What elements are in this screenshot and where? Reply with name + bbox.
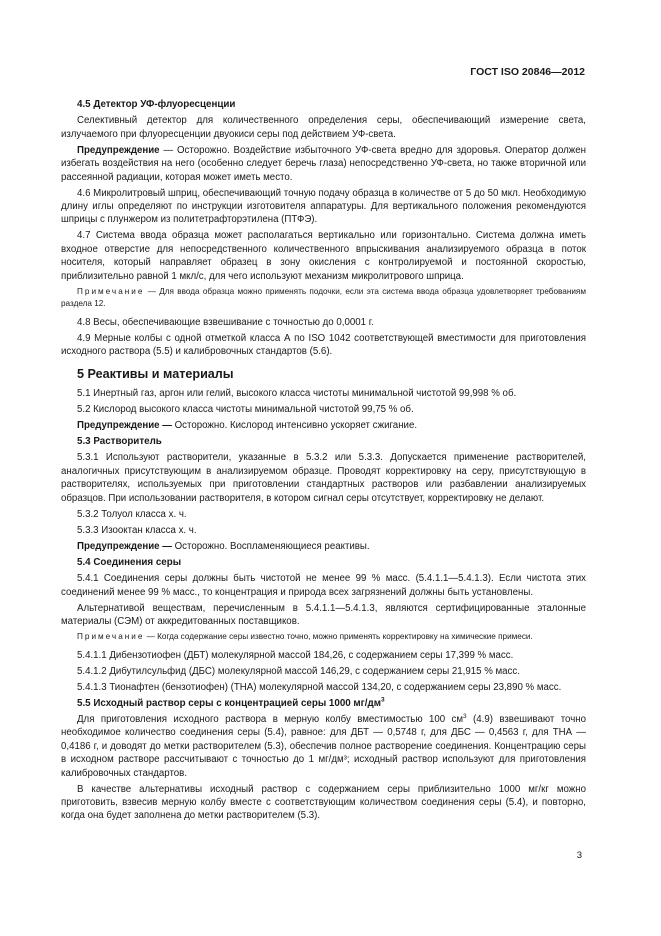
paragraph-5-2: 5.2 Кислород высокого класса чистоты минимальной чистотой 99,75 % об.: [77, 404, 414, 416]
heading-5-5-sup: 3: [380, 696, 385, 704]
paragraph-5-3-3: 5.3.3 Изооктан класса х. ч.: [77, 524, 197, 536]
warning-label: Предупреждение —: [77, 420, 172, 432]
paragraph-5-5-1a: Для приготовления исходного раствора в мерную колбу вместимостью 100 см: [77, 713, 464, 725]
paragraph-4-6: 4.6 Микролитровый шприц, обеспечивающий точную подачу образца в количестве от 5 до 50 мкл. Необходимую длину иглы определяют по инструкции изготовителя аппаратуры. Для вертикального положения рекомендуются шприцы с плунжером из политетрафторэтилена (ПТФЭ).: [61, 187, 586, 226]
paragraph-5-4-1-2: 5.4.1.2 Дибутилсульфид (ДБС) молекулярной массой 146,29, с содержанием серы 21,915 % масс.: [77, 665, 520, 677]
warning-5-3: [61, 540, 586, 553]
paragraph-5-1: 5.1 Инертный газ, аргон или гелий, высокого класса чистоты минимальной чистотой 99,998 % об.: [77, 388, 517, 400]
paragraph-4-9: 4.9 Мерные колбы с одной отметкой класса А по ISO 1042 соответствующей вместимости для приготовления исходного раствора (5.5) и калибровочных стандартов (5.6).: [61, 332, 586, 358]
note-text: — Для ввода образца можно применять подочки, если эта система ввода образца удовлетворяет требованиям раздела 12.: [61, 286, 586, 309]
warning-text: Осторожно. Воспламеняющиеся реактивы.: [171, 540, 370, 552]
heading-4-5: 4.5 Детектор УФ-флуоресценции: [77, 99, 236, 110]
heading-5-5-text: 5.5 Исходный раствор серы с концентрацией серы 1000 мг/дм: [77, 697, 381, 709]
page-number: 3: [576, 850, 582, 861]
note-label: Примечание: [77, 286, 145, 296]
warning-label: Предупреждение: [77, 144, 160, 156]
note-text: — Когда содержание серы известно точно, можно применять корректировку на химические примеси.: [144, 631, 533, 641]
paragraph-5-4-1-3: 5.4.1.3 Тионафтен (бензотиофен) (ТНА) молекулярной массой 134,20, с содержанием серы 23,890 % масс.: [77, 681, 562, 693]
warning-text: Осторожно. Кислород интенсивно ускоряет сжигание.: [171, 420, 418, 432]
paragraph-5-4-1-1: 5.4.1.1 Дибензотиофен (ДБТ) молекулярной массой 184,26, с содержанием серы 17,399 % масс.: [77, 649, 514, 661]
heading-section-5: 5 Реактивы и материалы: [77, 366, 234, 381]
heading-5-5: [77, 697, 586, 710]
paragraph-4-8: 4.8 Весы, обеспечивающие взвешивание с точностью до 0,0001 г.: [77, 316, 374, 328]
paragraph-5-5-1b: (4.9) взвешивают точно необходимое количество соединения серы (5.4), равное: для ДБТ — 0,5748 г, для ДБС — 0,4563 г, для ТНА — 0,4186 г, и доводят до метки растворителем (5.3), обеспечив полное растворение соединения. Концентрацию серы в исходном растворе рассчитывают с точностью до 1 мг/дм³; исходный раствор используют для приготовления калибровочных стандартов.: [61, 713, 586, 779]
paragraph-5-5-sup: 3: [463, 712, 467, 720]
paragraph-4-7: 4.7 Система ввода образца может располагаться вертикально или горизонтально. Система должна иметь входное отверстие для непосредственного количественного впрыскивания анализируемого образца в поток носителя, который направляет образец в зону окисления с контролируемой и постоянной скоростью, приблизительно равной 1 мкл/с, для чего используют механизм микролитрового шприца.: [61, 230, 586, 282]
paragraph-5-5-2: В качестве альтернативы исходный раствор с содержанием серы приблизительно 1000 мг/кг можно приготовить, взвесив мерную колбу вместе с соответствующим количеством соединения серы (5.4), и повторно, когда она будет заполнена до метки растворителем (5.3).: [61, 783, 586, 822]
paragraph-5-3-1: 5.3.1 Используют растворители, указанные в 5.3.2 или 5.3.3. Допускается применение растворителей, аналогичных присутствующим в анализируемом образце. Проводят корректировку на серу, присутствующую в растворителях, используемых при приготовлении стандартных растворов или разбавлении анализируемых образцов. При использовании растворителя, в котором сигнал серы отсутствует, корректировку не делают.: [61, 452, 586, 504]
heading-5-4: 5.4 Соединения серы: [77, 556, 182, 568]
heading-5-3: 5.3 Растворитель: [77, 436, 162, 448]
note-4-7: [61, 286, 586, 311]
warning-label: Предупреждение —: [77, 540, 172, 552]
document-header: ГОСТ ISO 20846—2012: [470, 66, 585, 78]
document-body: [61, 96, 586, 825]
paragraph-5-3-2: 5.3.2 Толуол класса х. ч.: [77, 508, 187, 520]
warning-text: — Осторожно. Воздействие избыточного УФ-света вредно для здоровья. Оператор должен избегать воздействия на него (особенно следует беречь глаза) непосредственно УФ-света, но также вторичной или рассеянной радиации, которая может иметь место.: [61, 144, 586, 183]
paragraph-5-5-1: [61, 713, 586, 780]
warning-4-5: [61, 144, 586, 184]
paragraph-5-4-alt: Альтернативой веществам, перечисленным в 5.4.1.1—5.4.1.3, являются сертифицированные эталонные материалы (СЭМ) от аккредитованных поставщиков.: [61, 602, 586, 627]
warning-5-2: [61, 419, 586, 432]
note-5-4: [61, 631, 586, 644]
paragraph-4-5: Селективный детектор для количественного определения серы, обеспечивающий измерение света, излучаемого при флуоресценции двуокиси серы под действием УФ-света.: [61, 115, 586, 140]
paragraph-5-4-1: 5.4.1 Соединения серы должны быть чистотой не менее 99 % масс. (5.4.1.1—5.4.1.3). Если чистота этих соединений менее 99 % масс., то концентрация и природа всех загрязнений должны быть установлены.: [61, 573, 586, 598]
note-label: Примечание: [77, 631, 145, 641]
